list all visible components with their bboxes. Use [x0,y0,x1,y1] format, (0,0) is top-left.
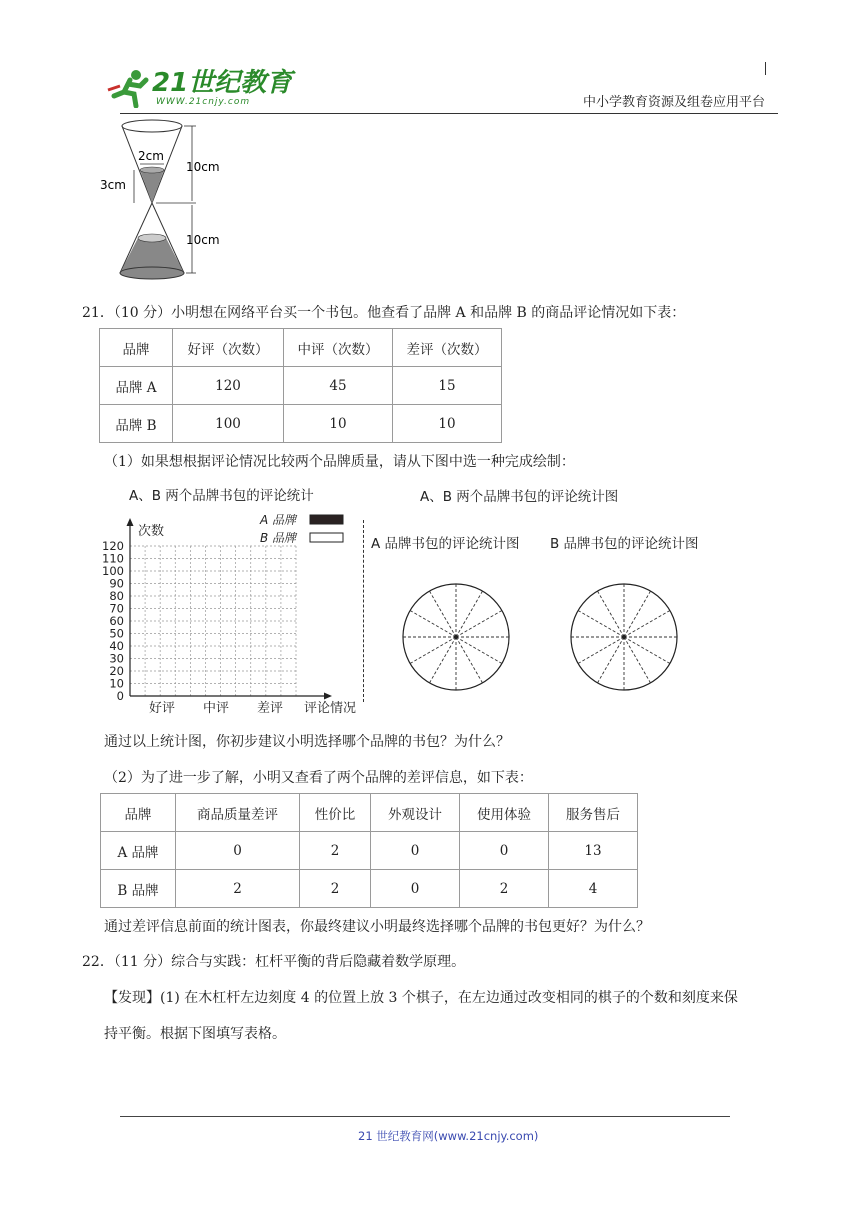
logo-url: WWW.21cnjy.com [156,97,251,107]
y-tick-label: 0 [116,689,124,703]
table-header-cell: 好评（次数） [173,329,284,367]
table-cell: 45 [284,367,393,405]
q22-title: 22．（11 分）综合与实践：杠杆平衡的背后隐藏着数学原理。 [82,954,466,970]
footer-rule [120,1116,730,1117]
y-tick-label: 10 [109,676,124,691]
logo-text: 21世纪教育 [152,68,293,98]
table-cell: 0 [460,832,549,870]
table-header-cell: 服务售后 [549,794,638,832]
table-cell: 10 [393,405,502,443]
table-cell: 0 [176,832,300,870]
table-cell: 13 [549,832,638,870]
y-axis-arrow-icon [127,518,134,526]
legend-label-a: A 品牌 [260,513,297,527]
table-cell: 2 [300,832,371,870]
table-header-cell: 品牌 [101,794,176,832]
table-header-row [100,329,502,367]
label-3cm: 3cm [100,178,126,192]
q21-follow-up2: 通过差评信息前面的统计图表，你最终建议小明最终选择哪个品牌的书包更好？为什么？ [104,919,650,935]
table-cell: 品牌 A [100,367,173,405]
pie-b-title: B 品牌书包的评论统计图 [550,536,699,552]
y-axis-label: 次数 [138,524,165,539]
table-cell: 4 [549,870,638,908]
bar-chart-title: A、B 两个品牌书包的评论统计 [129,488,314,504]
table-header-row [101,794,638,832]
table-header-cell: 差评（次数） [393,329,502,367]
q22-discover-line2: 持平衡。根据下图填写表格。 [104,1026,286,1042]
cone-figure [100,116,230,286]
table-cell: 100 [173,405,284,443]
table-cell: 品牌 B [100,405,173,443]
y-tick-label: 80 [109,589,124,603]
table-row [101,832,638,870]
y-tick-label: 40 [109,639,124,653]
x-category-label: 好评 [148,701,176,716]
y-tick-label: 120 [102,539,124,553]
pie-center-dot [622,635,626,639]
table-cell: 15 [393,367,502,405]
legend-swatch-a [310,515,343,524]
platform-name: 中小学教育资源及组卷应用平台 [583,95,766,110]
y-tick-label: 70 [109,601,124,616]
q21-follow-up1: 通过以上统计图，你初步建议小明选择哪个品牌的书包？为什么？ [104,734,510,750]
section-divider [363,520,364,702]
table-cell: 0 [371,832,460,870]
pie-b-blank [567,580,681,694]
pie-center-dot [454,635,458,639]
q21-table2 [100,793,638,908]
table-header-cell: 性价比 [300,794,371,832]
legend-label-b: B 品牌 [260,531,297,545]
y-tick-label: 20 [109,664,124,678]
table-cell: A 品牌 [101,832,176,870]
header-rule [120,113,778,114]
legend-swatch-b [310,533,343,542]
q21-title: 21．（10 分）小明想在网络平台买一个书包。他查看了品牌 A 和品牌 B 的商品评论情况如下表： [82,305,686,321]
table-header-cell: 外观设计 [371,794,460,832]
y-tick-label: 110 [102,551,124,566]
q22-discover-line1: 【发现】(1) 在木杠杆左边刻度 4 的位置上放 3 个棋子，在左边通过改变相同的棋子的个数和刻度来保 [104,990,738,1006]
q21-part1: （1）如果想根据评论情况比较两个品牌质量，请从下图中选一种完成绘制： [104,454,575,470]
header-tick [765,62,766,75]
x-category-label: 差评 [256,701,284,716]
y-tick-label: 30 [109,651,124,666]
q21-part2: （2）为了进一步了解，小明又查看了两个品牌的差评信息，如下表： [104,770,533,786]
footer-text: 21 世纪教育网(www.21cnjy.com) [358,1129,539,1143]
table-cell: 2 [460,870,549,908]
bar-chart-blank [96,508,371,720]
table-cell: 10 [284,405,393,443]
table-cell: B 品牌 [101,870,176,908]
y-tick-label: 60 [109,614,124,628]
table-header-cell: 商品质量差评 [176,794,300,832]
label-10cm-top: 10cm [186,160,220,174]
label-2cm: 2cm [138,149,164,163]
y-tick-label: 100 [102,564,124,578]
table-header-cell: 使用体验 [460,794,549,832]
runner-logo-icon [106,68,156,108]
q21-table1 [99,328,502,443]
table-cell: 120 [173,367,284,405]
table-cell: 0 [371,870,460,908]
label-10cm-bottom: 10cm [186,233,220,247]
x-axis-arrow-icon [324,693,332,700]
y-tick-label: 90 [109,576,124,591]
table-row [100,405,502,443]
y-tick-label: 50 [109,626,124,641]
table-cell: 2 [176,870,300,908]
pie-section-title: A、B 两个品牌书包的评论统计图 [420,489,619,505]
x-category-label: 中评 [202,701,230,716]
x-category-label: 评论情况 [303,701,357,716]
table-header-cell: 中评（次数） [284,329,393,367]
table-cell: 2 [300,870,371,908]
table-header-cell: 品牌 [100,329,173,367]
pie-a-title: A 品牌书包的评论统计图 [371,536,520,552]
table-row [100,367,502,405]
table-row [101,870,638,908]
pie-a-blank [399,580,513,694]
